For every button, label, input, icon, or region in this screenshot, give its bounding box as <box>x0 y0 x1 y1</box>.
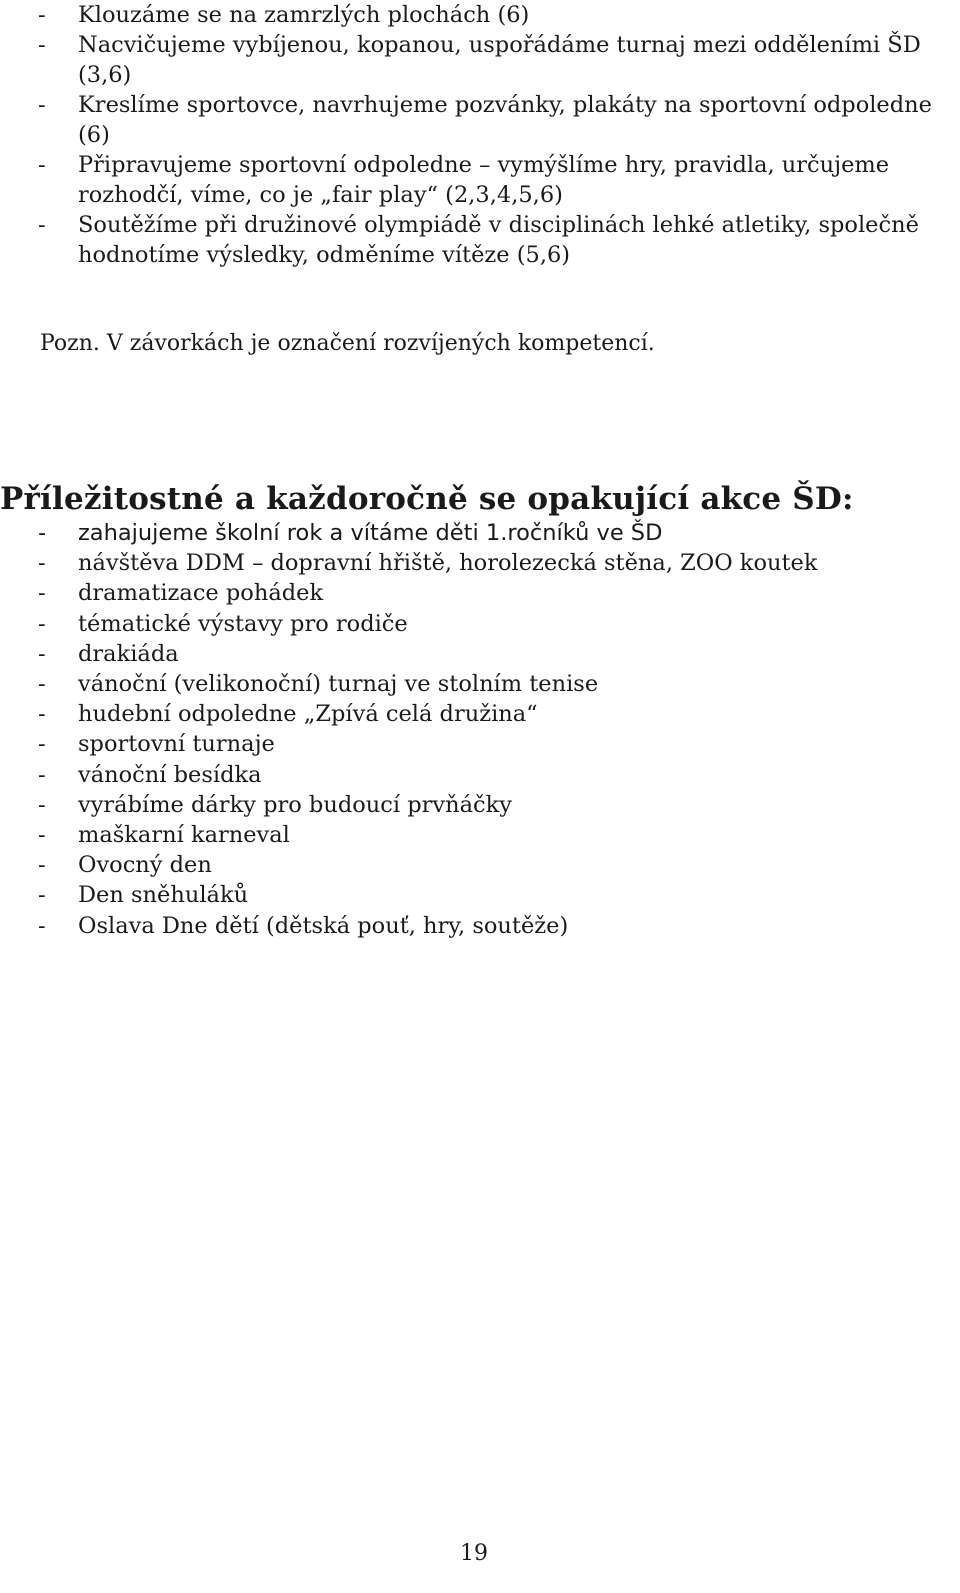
list-item-text: Klouzáme se na zamrzlých plochách (6) <box>78 2 530 28</box>
list-item-text: Kreslíme sportovce, navrhujeme pozvánky, plakáty na sportovní odpoledne (6) <box>78 92 932 148</box>
list-item-text: hudební odpoledne „Zpívá celá družina“ <box>78 701 538 728</box>
list-item <box>38 820 948 850</box>
events-list <box>38 518 948 941</box>
list-item-text: Připravujeme sportovní odpoledne – vymýšlíme hry, pravidla, určujeme rozhodčí, víme, co je „fair play“ (2,3,4,5,6) <box>78 152 890 208</box>
list-item <box>38 518 948 548</box>
list-dash: - <box>38 701 46 728</box>
list-dash: - <box>38 610 46 637</box>
list-item-text: drakiáda <box>78 640 179 667</box>
list-dash: - <box>38 520 47 546</box>
list-dash: - <box>38 2 46 28</box>
list-dash: - <box>38 852 46 879</box>
list-item-text: vyrábíme dárky pro budoucí prvňáčky <box>78 791 512 818</box>
list-dash: - <box>38 212 46 238</box>
page-number: 19 <box>460 1541 488 1566</box>
list-item <box>38 0 948 30</box>
list-dash: - <box>38 580 46 607</box>
list-item <box>38 639 948 669</box>
list-item-text: Soutěžíme při družinové olympiádě v disciplinách lehké atletiky, společně hodnotíme výsledky, odměníme vítěze (5,6) <box>78 212 919 268</box>
list-item <box>38 90 948 150</box>
list-dash: - <box>38 671 46 698</box>
list-item <box>38 30 948 90</box>
list-item <box>38 760 948 790</box>
list-item-text: zahajujeme školní rok a vítáme děti 1.ročníků ve ŠD <box>78 520 663 546</box>
list-item <box>38 911 948 941</box>
list-item-text: vánoční besídka <box>78 761 262 788</box>
list-dash: - <box>38 32 46 58</box>
list-dash: - <box>38 640 46 667</box>
list-dash: - <box>38 912 46 939</box>
list-item-text: dramatizace pohádek <box>78 580 324 607</box>
list-dash: - <box>38 731 46 758</box>
list-item-text: Nacvičujeme vybíjenou, kopanou, uspořádáme turnaj mezi odděleními ŠD (3,6) <box>78 32 921 88</box>
list-dash: - <box>38 791 46 818</box>
list-item <box>38 669 948 699</box>
list-item <box>38 880 948 910</box>
list-dash: - <box>38 822 46 849</box>
list-item-text: Ovocný den <box>78 852 212 879</box>
list-item <box>38 150 948 210</box>
list-item <box>38 729 948 759</box>
list-item-text: vánoční (velikonoční) turnaj ve stolním tenise <box>78 671 599 698</box>
list-item <box>38 850 948 880</box>
list-item-text: Den sněhuláků <box>78 882 249 909</box>
list-item <box>38 609 948 639</box>
list-dash: - <box>38 152 46 178</box>
list-dash: - <box>38 882 46 909</box>
list-item <box>38 578 948 608</box>
list-item-text: maškarní karneval <box>78 822 290 849</box>
list-item <box>38 790 948 820</box>
list-item-text: tématické výstavy pro rodiče <box>78 610 408 637</box>
activity-list <box>38 0 948 270</box>
competence-note: Pozn. V závorkách je označení rozvíjených kompetencí. <box>40 331 655 356</box>
list-item <box>38 210 948 270</box>
list-item-text: návštěva DDM – dopravní hřiště, horolezecká stěna, ZOO koutek <box>78 550 818 577</box>
list-dash: - <box>38 761 46 788</box>
section-heading: Příležitostné a každoročně se opakující akce ŠD: <box>0 481 854 517</box>
list-item-text: sportovní turnaje <box>78 731 275 758</box>
list-dash: - <box>38 92 46 118</box>
list-item-text: Oslava Dne dětí (dětská pouť, hry, soutěže) <box>78 912 569 939</box>
list-dash: - <box>38 550 46 577</box>
list-item <box>38 548 948 578</box>
list-item <box>38 699 948 729</box>
